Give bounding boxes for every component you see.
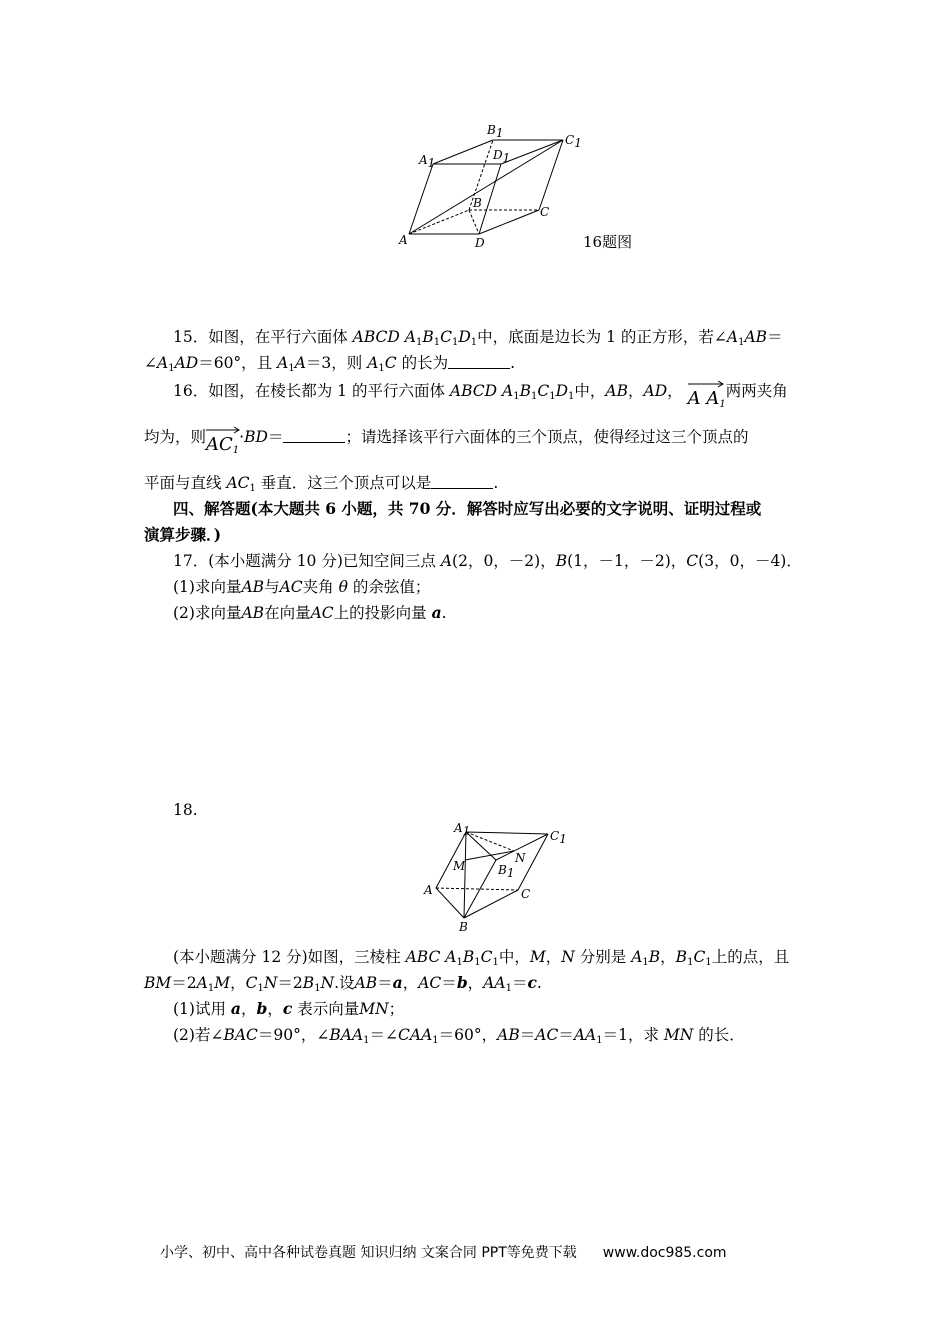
footer-text: 小学、初中、高中各种试卷真题 知识归纳 文案合同 PPT等免费下载 [160,1245,577,1261]
diagonal-b-d-hidden [469,210,479,234]
label-c1: C1 [550,829,567,846]
answer-blank [283,428,345,443]
edge-a-b-hidden [409,210,469,234]
label-a: A [424,883,433,897]
label-c: C [540,205,550,219]
question-18-number: 18. [173,801,198,819]
label-m: M [453,859,466,873]
edge-a-b [436,888,464,918]
label-c: C [521,887,531,901]
label-a1: A1 [454,821,471,838]
label-n: N [515,851,526,865]
label-c1: C1 [565,133,582,150]
label-d: D [475,236,485,250]
question-18-line-2: $BM=2A_1M$，$C_1N=2B_1N$.设AB＝a，AC＝b，$AA_1=c$. [144,973,542,994]
answer-blank [431,474,493,489]
figure-16-caption: 16题图 [583,233,633,251]
vector-ac1: $AC_1$ [206,432,239,458]
triangular-prism-figure-18 [418,818,578,938]
edge-d-c [479,210,539,234]
edge-a-a1 [409,164,433,234]
label-b1: B1 [487,123,504,140]
label-b: B [473,196,482,210]
segment-a1-n-hidden [466,832,514,851]
section-4-heading-line-1: 四、解答题(本大题共 6 小题，共 70 分．解答时应写出必要的文字说明、证明过程或 [173,499,762,518]
edge-a1-b1 [466,832,496,860]
label-b1: B1 [498,863,515,880]
edge-c1-d1 [501,140,563,164]
label-b: B [459,920,468,934]
vector-aa1: A $A_1$ [688,386,726,412]
question-17-stem: 17．(本小题满分 10 分)已知空间三点 A(2，0，－2)，B(1，－1，－2)，C(3，0，－4)． [173,552,802,570]
question-16-line-3: 平面与直线 $AC_1$ 垂直．这三个顶点可以是 . [144,474,499,494]
segment-m-n [465,851,514,860]
label-a: A [399,233,408,247]
question-16-line-2: 均为，则 $AC_1\cdot BD=$ ；请选择该平行六面体的三个顶点，使得经过这三个顶点的 [144,428,749,456]
question-17-part-1: (1)求向量AB与AC夹角 θ 的余弦值； [173,578,431,596]
edge-a1-b1 [433,140,493,164]
edge-a-c-hidden [436,888,518,890]
edge-c-c1 [539,140,563,210]
answer-blank [448,354,510,369]
question-15-line-2: $\angle A_1AD=60^\circ$，且 $A_1A=3$，则 $A_1C$ 的长为 . [144,354,516,374]
page-footer [160,1242,727,1262]
edge-d-d1 [479,164,501,234]
question-15-line-1: 15．如图，在平行六面体 ABCD $A_1B_1C_1D_1$中，底面是边长为 1 的正方形，若$\angle A_1AB=$ [173,328,783,348]
section-4-heading-line-2: 演算步骤．) [144,525,222,544]
segment-a1-b [464,832,466,918]
diagonal-a-c1 [409,140,563,234]
label-d1: D1 [493,148,511,165]
question-18-part-1: (1)试用 a，b，c 表示向量MN； [173,999,405,1018]
footer-url[interactable]: www.doc985.com [602,1245,727,1261]
question-17-part-2: (2)求向量AB在向量AC上的投影向量 a. [173,603,447,622]
question-18-part-2: (2)若∠BAC＝90°，$\angle BAA_1=\angle CAA_1=60^\circ$，$AB=AC=AA_1=1$，求 MN 的长． [173,1026,745,1046]
label-a1: A1 [419,153,436,170]
question-18-line-1: (本小题满分 12 分)如图，三棱柱 ABC $A_1B_1C_1$中，M，N 分别是 $A_1B$，$B_1C_1$上的点，且 [173,948,790,968]
question-16-line-1: 16．如图，在棱长都为 1 的平行六面体 ABCD $A_1B_1C_1D_1$中，AB，AD， A $A_1$两两夹角 [173,382,788,410]
parallelepiped-figure-16 [395,120,595,255]
edge-a1-c1 [466,832,548,834]
